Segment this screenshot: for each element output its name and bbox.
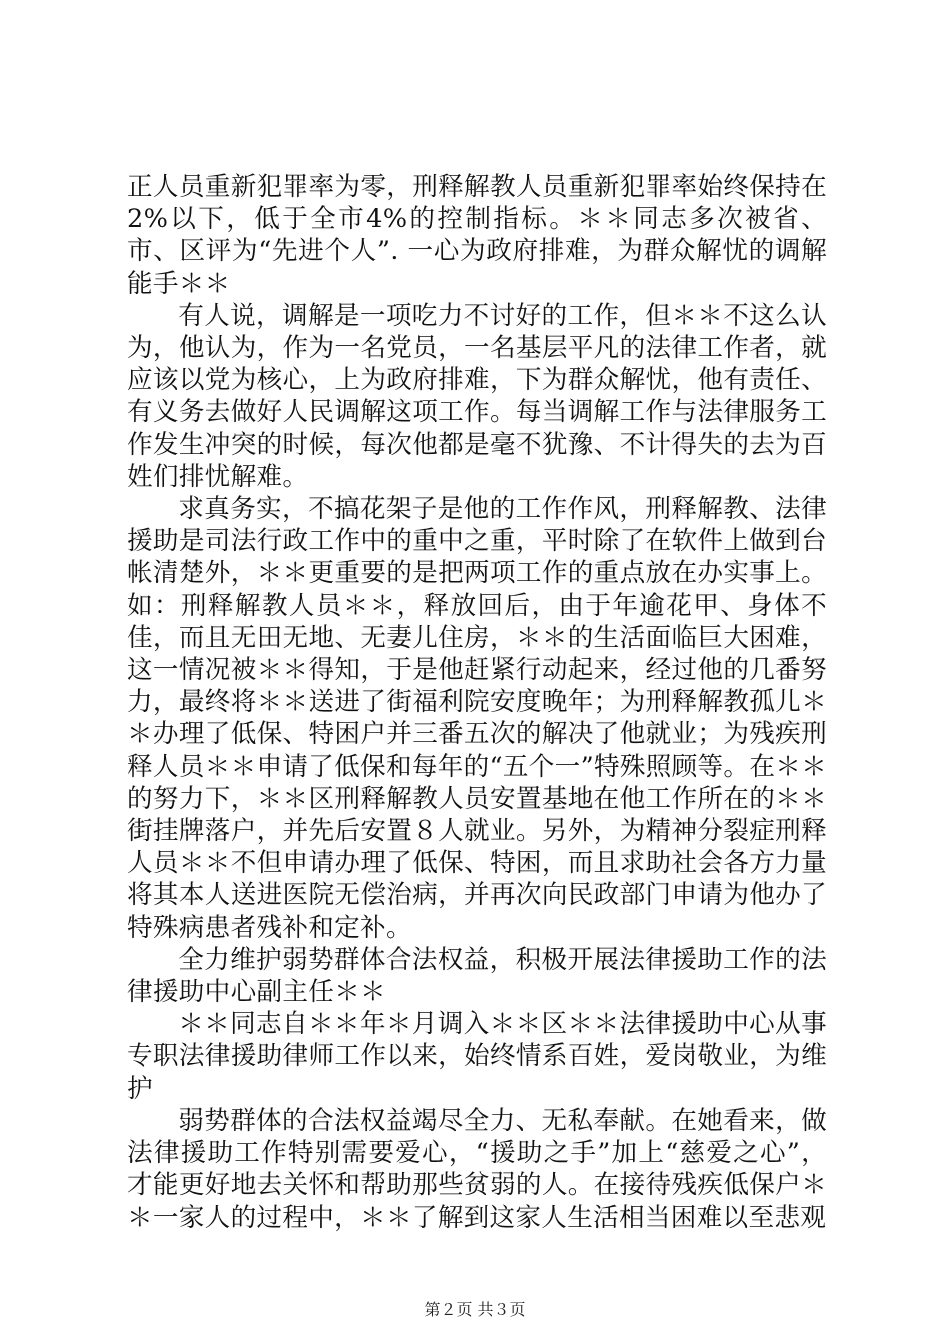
paragraph-1: 正人员重新犯罪率为零，刑释解教人员重新犯罪率始终保持在2%以下，低于全市4%的控制指标。＊＊同志多次被省、市、区评为“先进个人”. 一心为政府排难，为群众解忧的调解能手＊＊: [127, 172, 827, 299]
document-body: [127, 171, 827, 1234]
page-footer: [0, 1300, 950, 1320]
paragraph-3: 求真务实，不搞花架子是他的工作作风，刑释解教、法律援助是司法行政工作中的重中之重，平时除了在软件上做到台帐清楚外，＊＊更重要的是把两项工作的重点放在办实事上。如：刑释解教人员＊＊，释放回后，由于年逾花甲、身体不佳，而且无田无地、无妻儿住房，＊＊的生活面临巨大困难，这一情况被＊＊得知，于是他赶紧行动起来，经过他的几番努力，最终将＊＊送进了街福利院安度晚年；为刑释解教孤儿＊＊办理了低保、特困户并三番五次的解决了他就业；为残疾刑释人员＊＊申请了低保和每年的“五个一”特殊照顾等。在＊＊的努力下，＊＊区刑释解教人员安置基地在他工作所在的＊＊街挂牌落户，并先后安置８人就业。另外，为精神分裂症刑释人员＊＊不但申请办理了低保、特困，而且求助社会各方力量将其本人送进医院无偿治病，并再次向民政部门申请为他办了特殊病患者残补和定补。: [127, 494, 828, 943]
page-number-label: 第２页 共３页: [424, 1300, 526, 1319]
paragraph-2: 有人说，调解是一项吃力不讨好的工作，但＊＊不这么认为，他认为，作为一名党员，一名基层平凡的法律工作者，就应该以党为核心，上为政府排难，下为群众解忧，他有责任、有义务去做好人民调解这项工作。每当调解工作与法律服务工作发生冲突的时候，每次他都是毫不犹豫、不计得失的去为百姓们排忧解难。: [127, 300, 827, 492]
paragraph-5: ＊＊同志自＊＊年＊月调入＊＊区＊＊法律援助中心从事专职法律援助律师工作以来，始终情系百姓，爱岗敬业，为维护: [127, 1009, 827, 1104]
paragraph-6: 弱势群体的合法权益竭尽全力、无私奉献。在她看来，做法律援助工作特别需要爱心，“援助之手”加上“慈爱之心”，才能更好地去关怀和帮助那些贫弱的人。在接待残疾低保户＊＊一家人的过程中，＊＊了解到这家人生活相当困难以至悲观: [127, 1105, 827, 1233]
paragraph-4-heading: 全力维护弱势群体合法权益，积极开展法律援助工作的法律援助中心副主任＊＊: [127, 944, 827, 1008]
